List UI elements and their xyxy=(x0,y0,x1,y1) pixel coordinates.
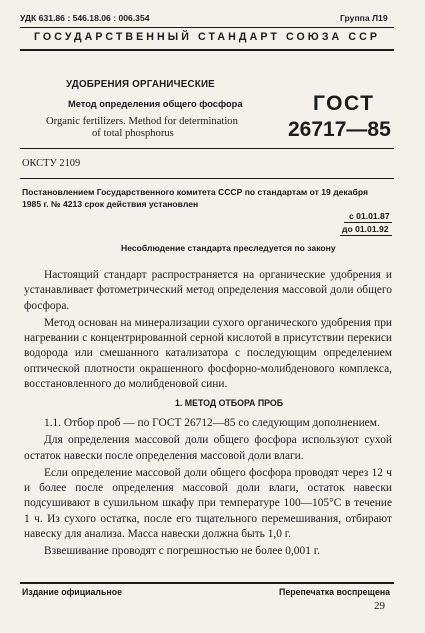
page-number: 29 xyxy=(374,600,385,612)
title-ru-main: УДОБРЕНИЯ ОРГАНИЧЕСКИЕ xyxy=(66,79,215,90)
section-1-paragraph-1: 1.1. Отбор проб — по ГОСТ 26712—85 со следующим дополнением. xyxy=(44,417,380,429)
group-code: Группа Л19 xyxy=(340,13,388,23)
validity-from-rule xyxy=(344,222,392,223)
footer-reprint-notice: Перепечатка воспрещена xyxy=(279,587,391,597)
okstu-code: ОКСТУ 2109 xyxy=(22,158,81,169)
state-standard-banner: ГОСУДАРСТВЕННЫЙ СТАНДАРТ СОЮЗА ССР xyxy=(33,31,381,43)
okstu-rule xyxy=(20,178,394,179)
section-1-text xyxy=(24,416,392,560)
title-en-line2: of total phosphorus xyxy=(92,128,174,139)
validity-to-rule xyxy=(340,235,392,236)
intro-paragraph-2: Метод основан на минерализации сухого органического удобрения при нагревании с концентрированной серной кислотой в присутствии перекиси водорода или смешанного катализатора с последующим определением оптической плотности окрашенного фосфорно-молибденового комплекса, восстановленного до молибденовой сини. xyxy=(24,316,392,391)
gost-number: 26717—85 xyxy=(288,118,391,141)
validity-to: до 01.01.92 xyxy=(342,224,389,234)
resolution-line1: Постановлением Государственного комитета СССР по стандартам от 19 декабря xyxy=(22,187,368,197)
section-1-paragraph-3: Если определение массовой доли общего фосфора проводят через 12 ч и более после определения массовой доли влаги, остаток навески подсушивают в сушильном шкафу при температуре 100—105°С в течение 1 ч. Из сухого остатка, после его тщательного перемешивания, отбирают навеску для анализа. Масса навески должна быть 1,0 г. xyxy=(24,466,392,541)
intro-text xyxy=(24,268,392,392)
udk-code: УДК 631.86 : 546.18.06 : 006.354 xyxy=(20,13,150,23)
intro-paragraph-1: Настоящий стандарт распространяется на органические удобрения и устанавливает фотометрический метод определения массовой доли общего фосфора. xyxy=(24,269,392,312)
legal-warning: Несоблюдение стандарта преследуется по закону xyxy=(121,243,336,253)
validity-from: с 01.01.87 xyxy=(349,211,390,221)
title-ru-sub: Метод определения общего фосфора xyxy=(68,99,243,109)
gost-label: ГОСТ xyxy=(313,92,375,115)
resolution-line2: 1985 г. № 4213 срок действия установлен xyxy=(22,199,199,209)
footer-rule xyxy=(20,582,394,584)
header-rule-bottom xyxy=(20,49,394,51)
section-1-paragraph-2: Для определения массовой доли общего фосфора используют сухой остаток навески после определения массовой доли влаги. xyxy=(24,434,392,462)
title-rule xyxy=(20,148,394,149)
section-1-paragraph-4: Взвешивание проводят с погрешностью не более 0,001 г. xyxy=(44,545,320,558)
footer-official-edition: Издание официальное xyxy=(22,587,122,597)
section-1-heading: 1. МЕТОД ОТБОРА ПРОБ xyxy=(175,398,284,408)
header-rule-top xyxy=(20,27,394,28)
title-en-line1: Organic fertilizers. Method for determination xyxy=(46,116,238,127)
